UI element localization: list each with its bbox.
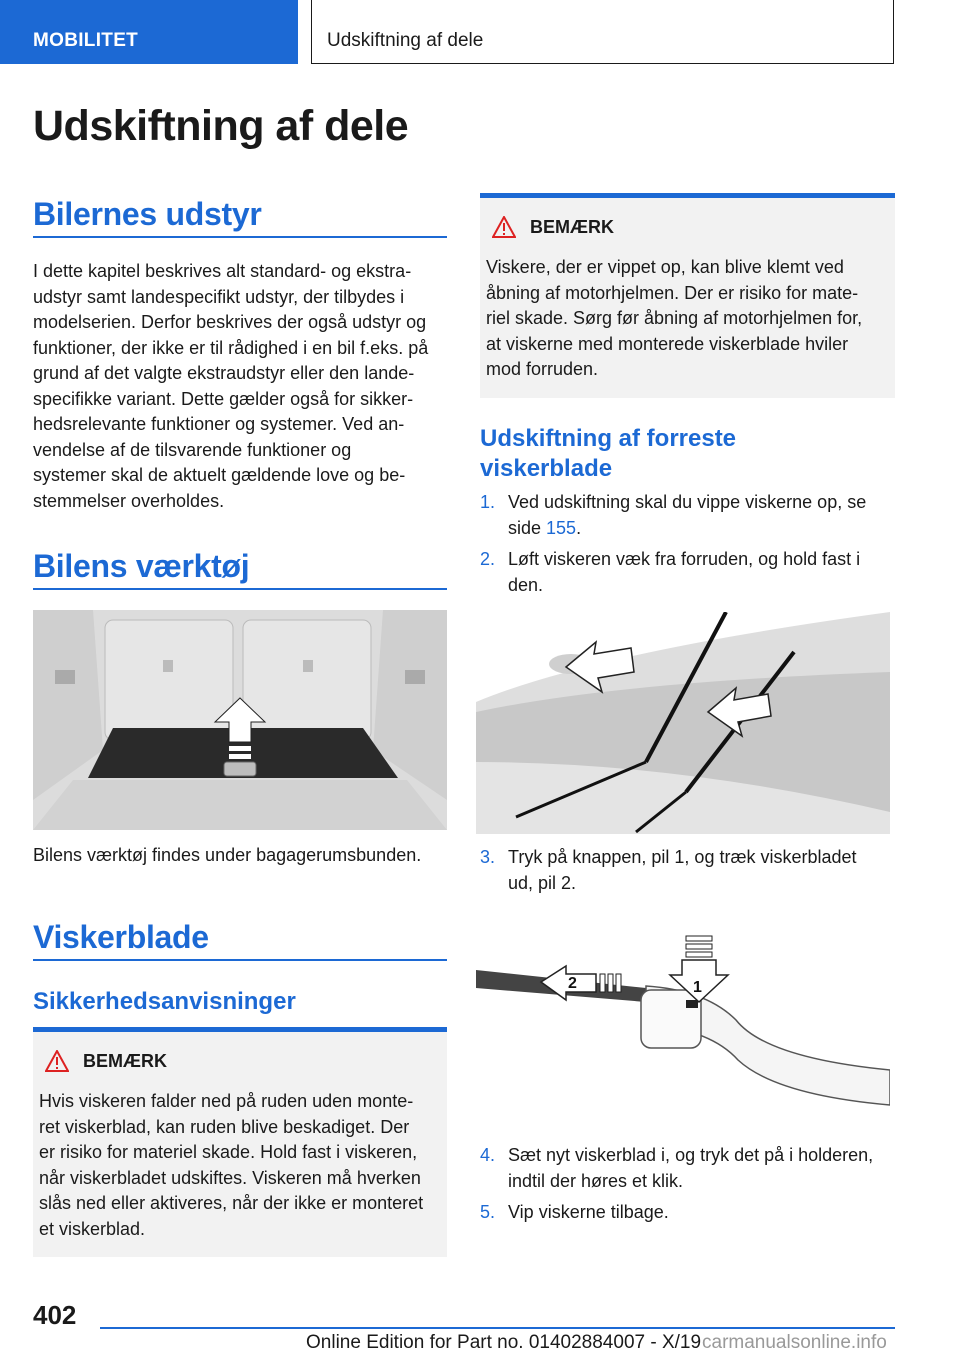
footer-rule (100, 1327, 895, 1329)
heading-safety: Sikkerhedsanvisninger (33, 988, 296, 1015)
windshield-wiper-illustration (476, 612, 890, 834)
heading-tools: Bilens værktøj (33, 548, 250, 584)
page-number: 402 (33, 1300, 77, 1330)
equipment-paragraph: I dette kapitel beskrives alt standard- og ekstra- udstyr samt landespecifikt udstyr, der tilbydes i modelserien. Derfor beskrives der også udstyr og funktioner, der ikke er til rådighed i en bil f.eks. på grund af det valgte ekstraudstyr eller den lande- specifikke variant. Dette gælder også for sikker- hedsrelevante funktioner og systemer. Ved an- vendelse af de tilsvarende funktioner og systemer skal de aktuelt gældende love og be- stemmelser overholdes. (33, 261, 429, 511)
heading-wipers: Viskerblade (33, 919, 209, 955)
topic-header (311, 0, 894, 64)
heading-rule (33, 959, 447, 961)
warning-icon (45, 1050, 69, 1072)
heading-equipment: Bilernes udstyr (33, 196, 262, 232)
watermark: carmanualsonline.info (702, 1332, 887, 1353)
wiper-blade-release-illustration (476, 930, 890, 1130)
note-box-left (33, 1027, 447, 1257)
footer-edition: Online Edition for Part no. 01402884007 - X/19 (306, 1332, 702, 1353)
page-link-155[interactable]: 155 (546, 517, 577, 538)
arrow-label-2: 2 (568, 975, 577, 992)
note-text: Viskere, der er vippet op, kan blive klemt ved åbning af motorhjelmen. Der er risiko for mate- riel skade. Sørg før åbning af motorhjelmen for, at viskerne med monterede viskerblade hviler mod forruden. (486, 257, 863, 379)
note-label: BEMÆRK (530, 216, 614, 237)
note-header (492, 216, 614, 238)
arrow-label-1: 1 (693, 979, 702, 996)
page-title: Udskiftning af dele (33, 102, 409, 150)
section-tab[interactable] (0, 0, 298, 64)
heading-front-wipers: Udskiftning af forreste viskerblade (480, 425, 737, 482)
heading-rule (33, 236, 447, 238)
note-header (45, 1050, 167, 1072)
note-box-right (480, 193, 895, 398)
heading-rule (33, 588, 447, 590)
trunk-illustration (33, 610, 447, 830)
note-text: Hvis viskeren falder ned på ruden uden monte- ret viskerblad, kan ruden blive beskadiget. Der er risiko for materiel skade. Hold fast i viskeren, når viskerbladet udskiftes. Viskeren må hverken slås ned eller aktiveres, når der ikke er monteret et viskerblad. (39, 1091, 424, 1239)
tools-caption: Bilens værktøj findes under bagagerumsbunden. (33, 845, 422, 865)
note-label: BEMÆRK (83, 1050, 167, 1071)
topic-label: Udskiftning af dele (327, 30, 484, 51)
section-label: MOBILITET (33, 30, 139, 51)
steps-list: 1. Ved udskiftning skal du vippe viskerne op, se side 155. 2. Løft viskeren væk fra forruden, og hold fast i den. 3. Tryk på knappen, pil 1, og træk viskerbladet ud, pil 2. 4. Sæt nyt viskerblad i, og tryk det på i holderen, indtil der høres et klik. 5. Vip viskerne tilbage. (480, 492, 874, 1222)
warning-icon (492, 216, 516, 238)
